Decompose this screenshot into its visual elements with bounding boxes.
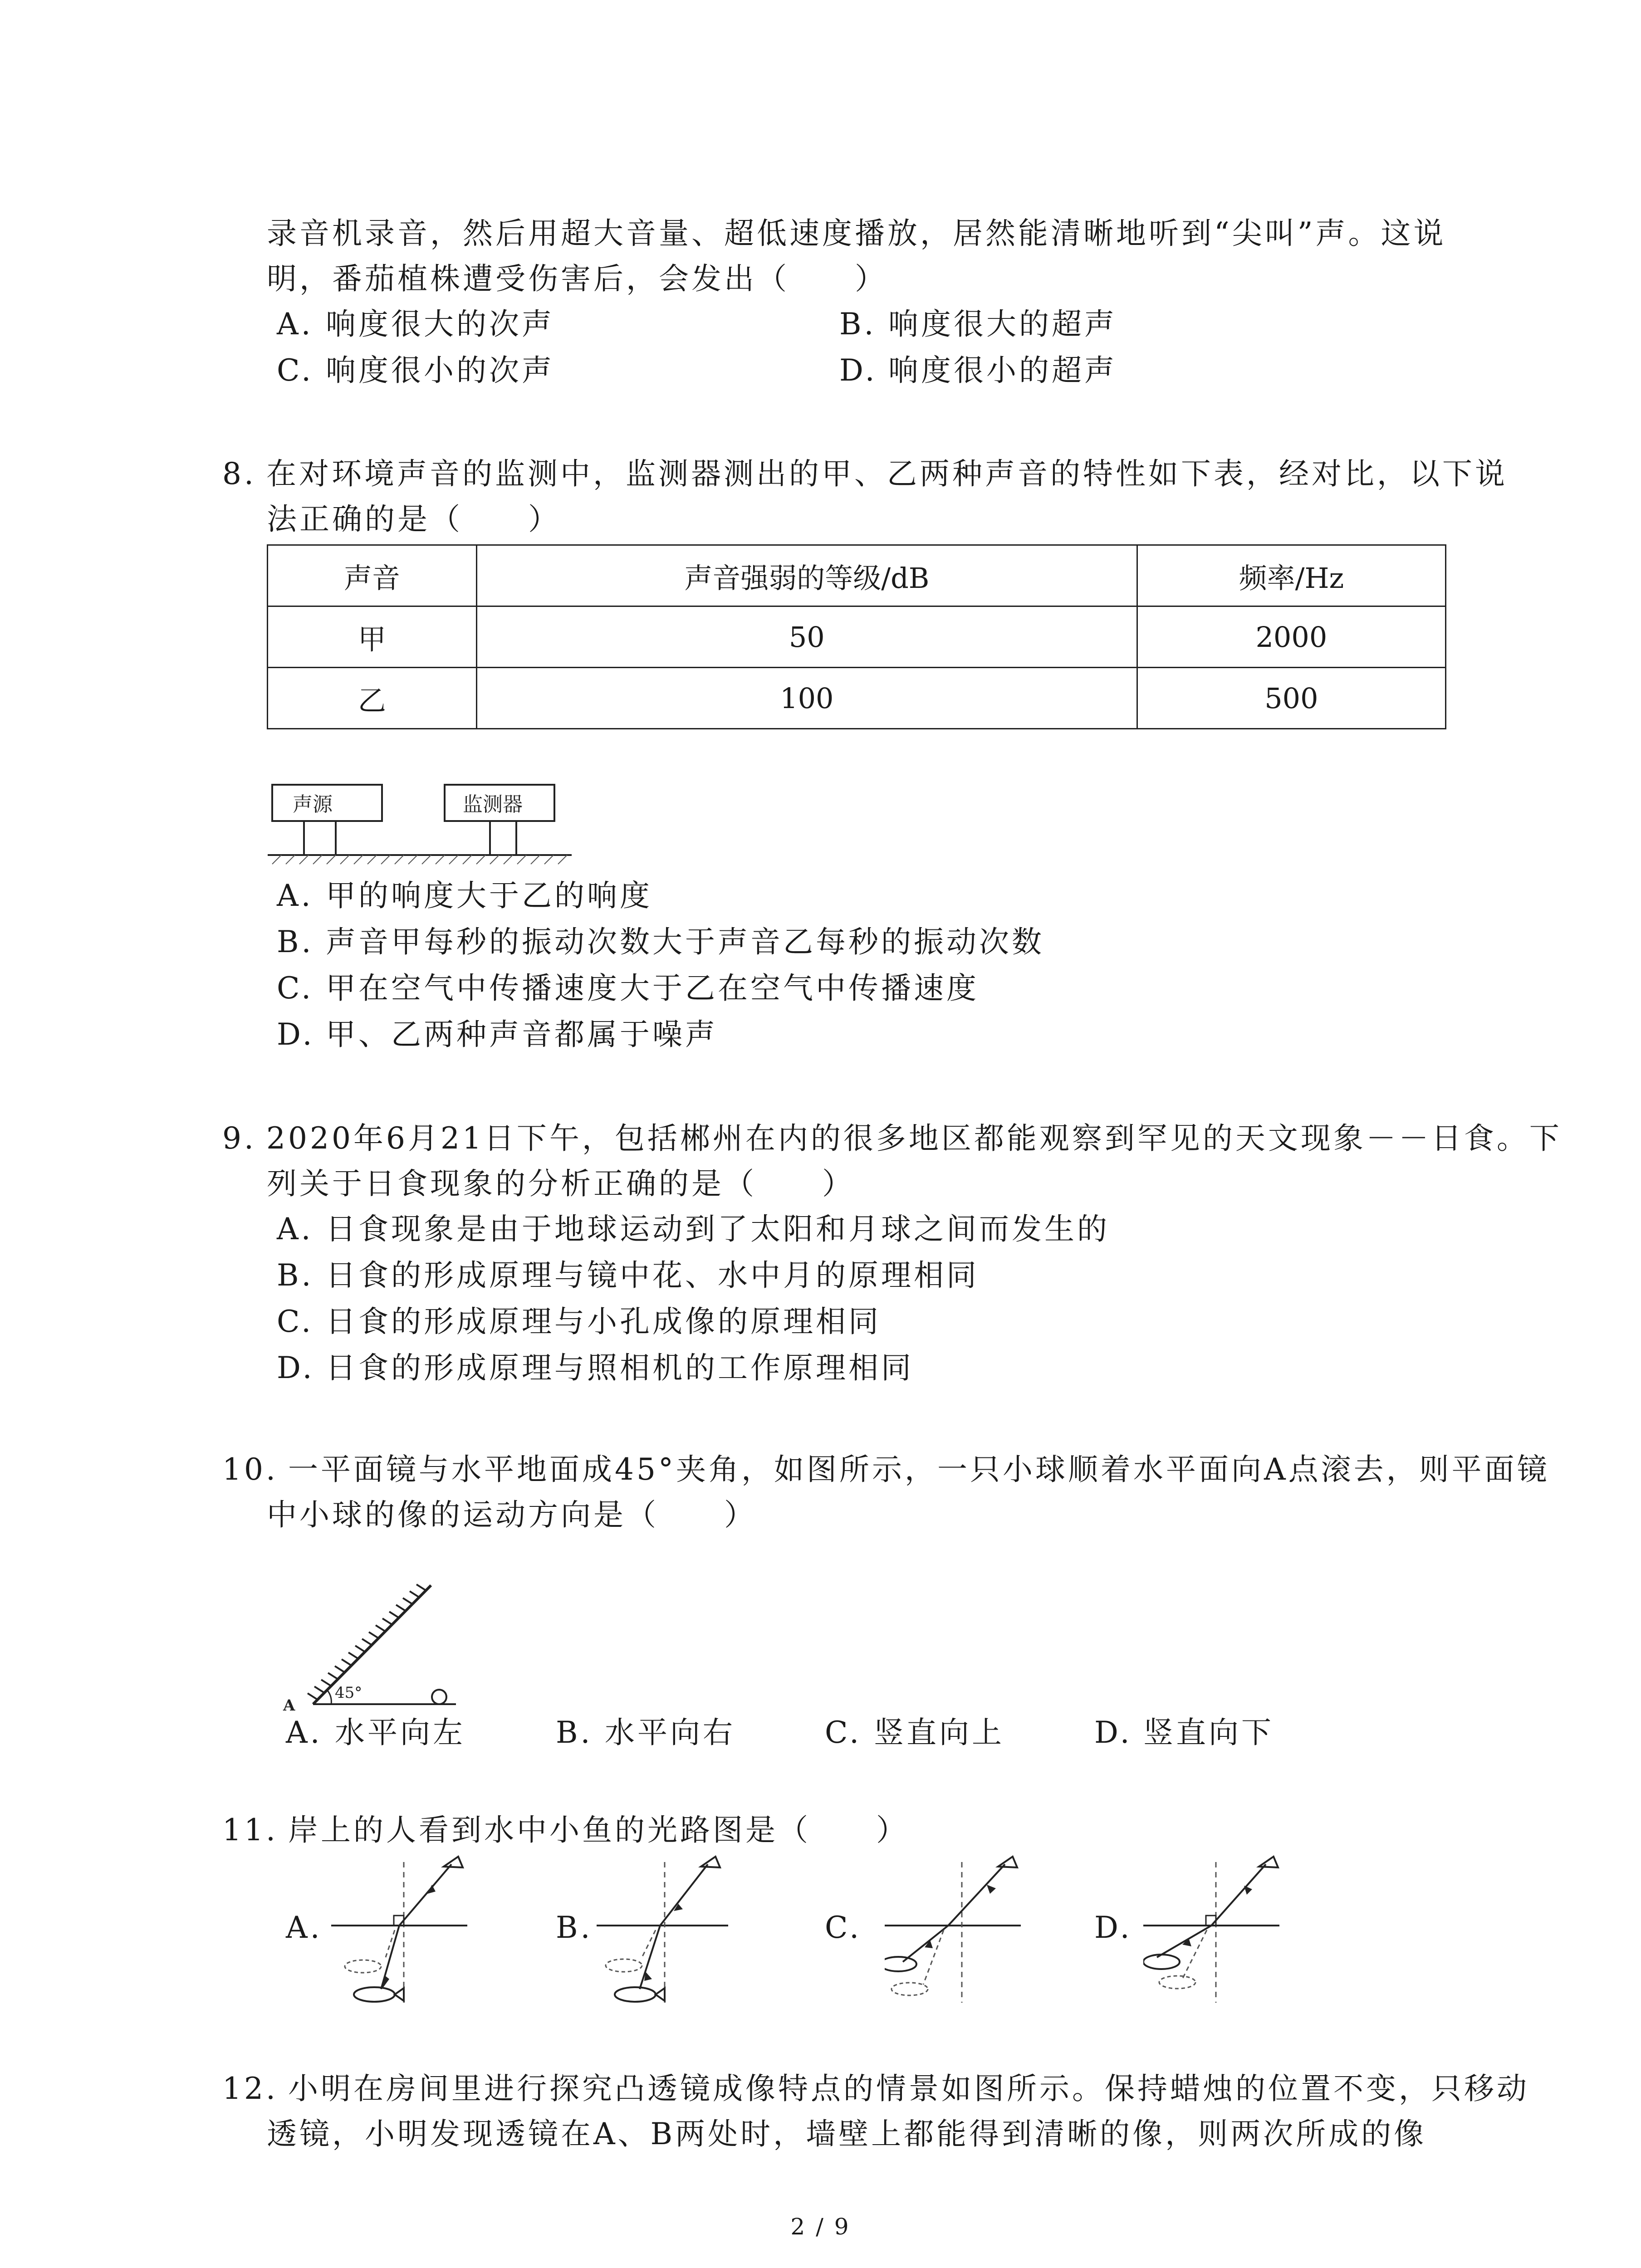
q7-option-c[interactable]: C. 响度很小的次声 bbox=[277, 353, 554, 388]
q9-line2: 列关于日食现象的分析正确的是（ ） bbox=[267, 1166, 855, 1201]
fish-image-icon bbox=[345, 1960, 381, 1973]
table-header: 声音 bbox=[268, 545, 477, 606]
sound-table bbox=[267, 544, 1446, 729]
source-label: 声源 bbox=[293, 793, 333, 816]
fish-image-icon bbox=[606, 1959, 642, 1972]
q12-line1: 12. 小明在房间里进行探究凸透镜成像特点的情景如图所示。保持蜡烛的位置不变，只移动 bbox=[222, 2071, 1529, 2106]
q7-option-b[interactable]: B. 响度很大的超声 bbox=[839, 307, 1117, 342]
eye-icon bbox=[701, 1857, 720, 1867]
q7-option-a[interactable]: A. 响度很大的次声 bbox=[277, 307, 554, 342]
ray-diagram-d bbox=[1143, 1853, 1298, 2012]
ray-diagram-a bbox=[331, 1853, 485, 2012]
table-cell: 500 bbox=[1137, 668, 1445, 729]
monitor-label: 监测器 bbox=[463, 793, 523, 816]
q10-option-c[interactable]: C. 竖直向上 bbox=[825, 1715, 1004, 1750]
table-row bbox=[268, 606, 1446, 668]
q10-line1: 10. 一平面镜与水平地面成45°夹角，如图所示，一只小球顺着水平面向A点滚去，则平面镜 bbox=[222, 1452, 1550, 1487]
ray-diagram-c bbox=[885, 1853, 1039, 2012]
q8-option-c[interactable]: C. 甲在空气中传播速度大于乙在空气中传播速度 bbox=[277, 971, 979, 1006]
table-cell: 乙 bbox=[268, 668, 477, 729]
q8-line2: 法正确的是（ ） bbox=[267, 502, 561, 537]
q7-line2: 明，番茄植株遭受伤害后，会发出（ ） bbox=[267, 261, 887, 296]
q10-line2: 中小球的像的运动方向是（ ） bbox=[267, 1497, 757, 1532]
q11-line1: 11. 岸上的人看到水中小鱼的光路图是（ ） bbox=[222, 1813, 909, 1848]
q10-option-b[interactable]: B. 水平向右 bbox=[556, 1715, 735, 1750]
mirror-figure bbox=[277, 1576, 476, 1717]
table-cell: 50 bbox=[476, 606, 1137, 668]
q9-option-c[interactable]: C. 日食的形成原理与小孔成像的原理相同 bbox=[277, 1304, 881, 1339]
ray-diagram-b bbox=[597, 1853, 751, 2012]
angle-label: 45° bbox=[335, 1684, 362, 1702]
source-monitor-figure bbox=[268, 780, 576, 871]
table-row bbox=[268, 668, 1446, 729]
q7-option-d[interactable]: D. 响度很小的超声 bbox=[839, 353, 1117, 388]
q9-option-b[interactable]: B. 日食的形成原理与镜中花、水中月的原理相同 bbox=[277, 1258, 979, 1293]
q10-option-d[interactable]: D. 竖直向下 bbox=[1094, 1715, 1274, 1750]
q7-line1: 录音机录音，然后用超大音量、超低速度播放，居然能清晰地听到“尖叫”声。这说 bbox=[267, 216, 1446, 251]
table-cell: 甲 bbox=[268, 606, 477, 668]
q8-option-d[interactable]: D. 甲、乙两种声音都属于噪声 bbox=[277, 1017, 718, 1052]
q11-option-c[interactable]: C. bbox=[825, 1910, 862, 1945]
q9-option-d[interactable]: D. 日食的形成原理与照相机的工作原理相同 bbox=[277, 1350, 914, 1385]
q8-line1: 8. 在对环境声音的监测中，监测器测出的甲、乙两种声音的特性如下表，经对比，以下说 bbox=[222, 456, 1508, 491]
q12-line2: 透镜，小明发现透镜在A、B两处时，墙壁上都能得到清晰的像，则两次所成的像 bbox=[267, 2116, 1427, 2151]
q8-option-b[interactable]: B. 声音甲每秒的振动次数大于声音乙每秒的振动次数 bbox=[277, 924, 1044, 959]
q9-option-a[interactable]: A. 日食现象是由于地球运动到了太阳和月球之间而发生的 bbox=[277, 1212, 1110, 1246]
table-cell: 100 bbox=[476, 668, 1137, 729]
q9-line1: 9. 2020年6月21日下午，包括郴州在内的很多地区都能观察到罕见的天文现象－－日食。下 bbox=[222, 1121, 1562, 1156]
angle-arc bbox=[328, 1691, 331, 1704]
page-number: 2 / 9 bbox=[790, 2214, 851, 2240]
q8-option-a[interactable]: A. 甲的响度大于乙的响度 bbox=[277, 878, 652, 913]
q11-option-b[interactable]: B. bbox=[556, 1910, 593, 1945]
table-header-row bbox=[268, 545, 1446, 606]
fish-icon bbox=[1143, 1955, 1180, 1969]
table-cell: 2000 bbox=[1137, 606, 1445, 668]
point-a-label: A bbox=[283, 1696, 295, 1715]
q11-option-d[interactable]: D. bbox=[1094, 1910, 1132, 1945]
fish-icon bbox=[885, 1957, 916, 1971]
eye-icon bbox=[444, 1857, 463, 1867]
eye-icon bbox=[998, 1857, 1017, 1867]
fish-image-icon bbox=[892, 1983, 928, 1995]
q10-option-a[interactable]: A. 水平向左 bbox=[286, 1715, 465, 1750]
q11-option-a[interactable]: A. bbox=[286, 1910, 323, 1945]
table-header: 频率/Hz bbox=[1137, 545, 1445, 606]
fish-icon bbox=[615, 1987, 656, 2002]
fish-icon bbox=[354, 1987, 395, 2002]
fish-image-icon bbox=[1159, 1976, 1195, 1989]
ball bbox=[432, 1690, 446, 1704]
eye-icon bbox=[1259, 1857, 1278, 1867]
table-header: 声音强弱的等级/dB bbox=[476, 545, 1137, 606]
